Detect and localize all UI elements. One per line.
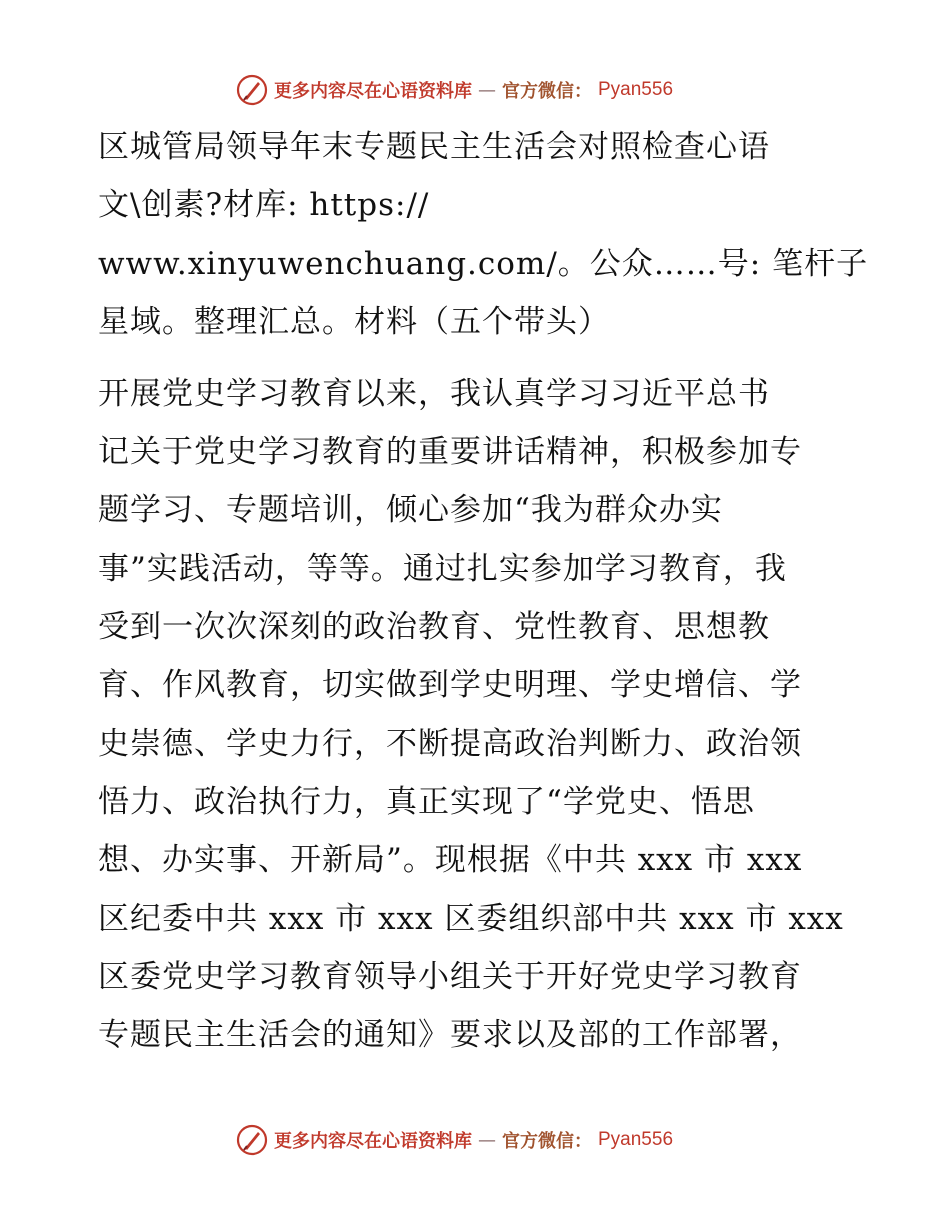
body-line-6: 育、作风教育，切实做到学史明理、学史增信、学 [98, 667, 802, 703]
body-line-7: 史崇德、学史力行，不断提高政治判断力、政治领 [98, 726, 802, 762]
title-line-1: 区城管局领导年末专题民主生活会对照检查心语 [98, 129, 770, 165]
quill-logo-icon [236, 74, 268, 106]
banner-site-text: 更多内容尽在心语资料库 [274, 81, 472, 102]
title-line-3: www.xinyuwenchuang.com/。公众……号: 笔杆子 [98, 246, 869, 282]
title-line-4: 星域。整理汇总。材料（五个带头） [98, 304, 610, 340]
banner-site-text: 更多内容尽在心语资料库 [274, 1131, 472, 1152]
body-line-2: 记关于党史学习教育的重要讲话精神，积极参加专 [98, 434, 802, 470]
header-banner [236, 72, 673, 108]
banner-separator: — [478, 79, 496, 101]
banner-wechat-id: Pyan556 [598, 79, 674, 100]
banner-wechat-id: Pyan556 [598, 1129, 674, 1150]
body-line-12: 专题民主生活会的通知》要求以及部的工作部署， [98, 1017, 802, 1053]
body-line-5: 受到一次次深刻的政治教育、党性教育、思想教 [98, 609, 770, 645]
body-line-8: 悟力、政治执行力，真正实现了“学党史、悟思 [98, 784, 755, 820]
body-line-9: 想、办实事、开新局”。现根据《中共 xxx 市 xxx [98, 842, 803, 878]
body-line-4: 事”实践活动，等等。通过扎实参加学习教育，我 [98, 551, 787, 587]
banner-wechat-label: 官方微信： [502, 81, 592, 102]
body-line-10: 区纪委中共 xxx 市 xxx 区委组织部中共 xxx 市 xxx [98, 901, 844, 937]
banner-wechat-label: 官方微信： [502, 1131, 592, 1152]
banner-separator: — [478, 1129, 496, 1151]
title-line-2: 文\创素?材库: https:// [98, 187, 430, 223]
quill-logo-icon [236, 1124, 268, 1156]
body-line-11: 区委党史学习教育领导小组关于开好党史学习教育 [98, 959, 802, 995]
body-line-1: 开展党史学习教育以来，我认真学习习近平总书 [98, 376, 770, 412]
body-line-3: 题学习、专题培训，倾心参加“我为群众办实 [98, 492, 723, 528]
footer-banner [236, 1122, 673, 1158]
